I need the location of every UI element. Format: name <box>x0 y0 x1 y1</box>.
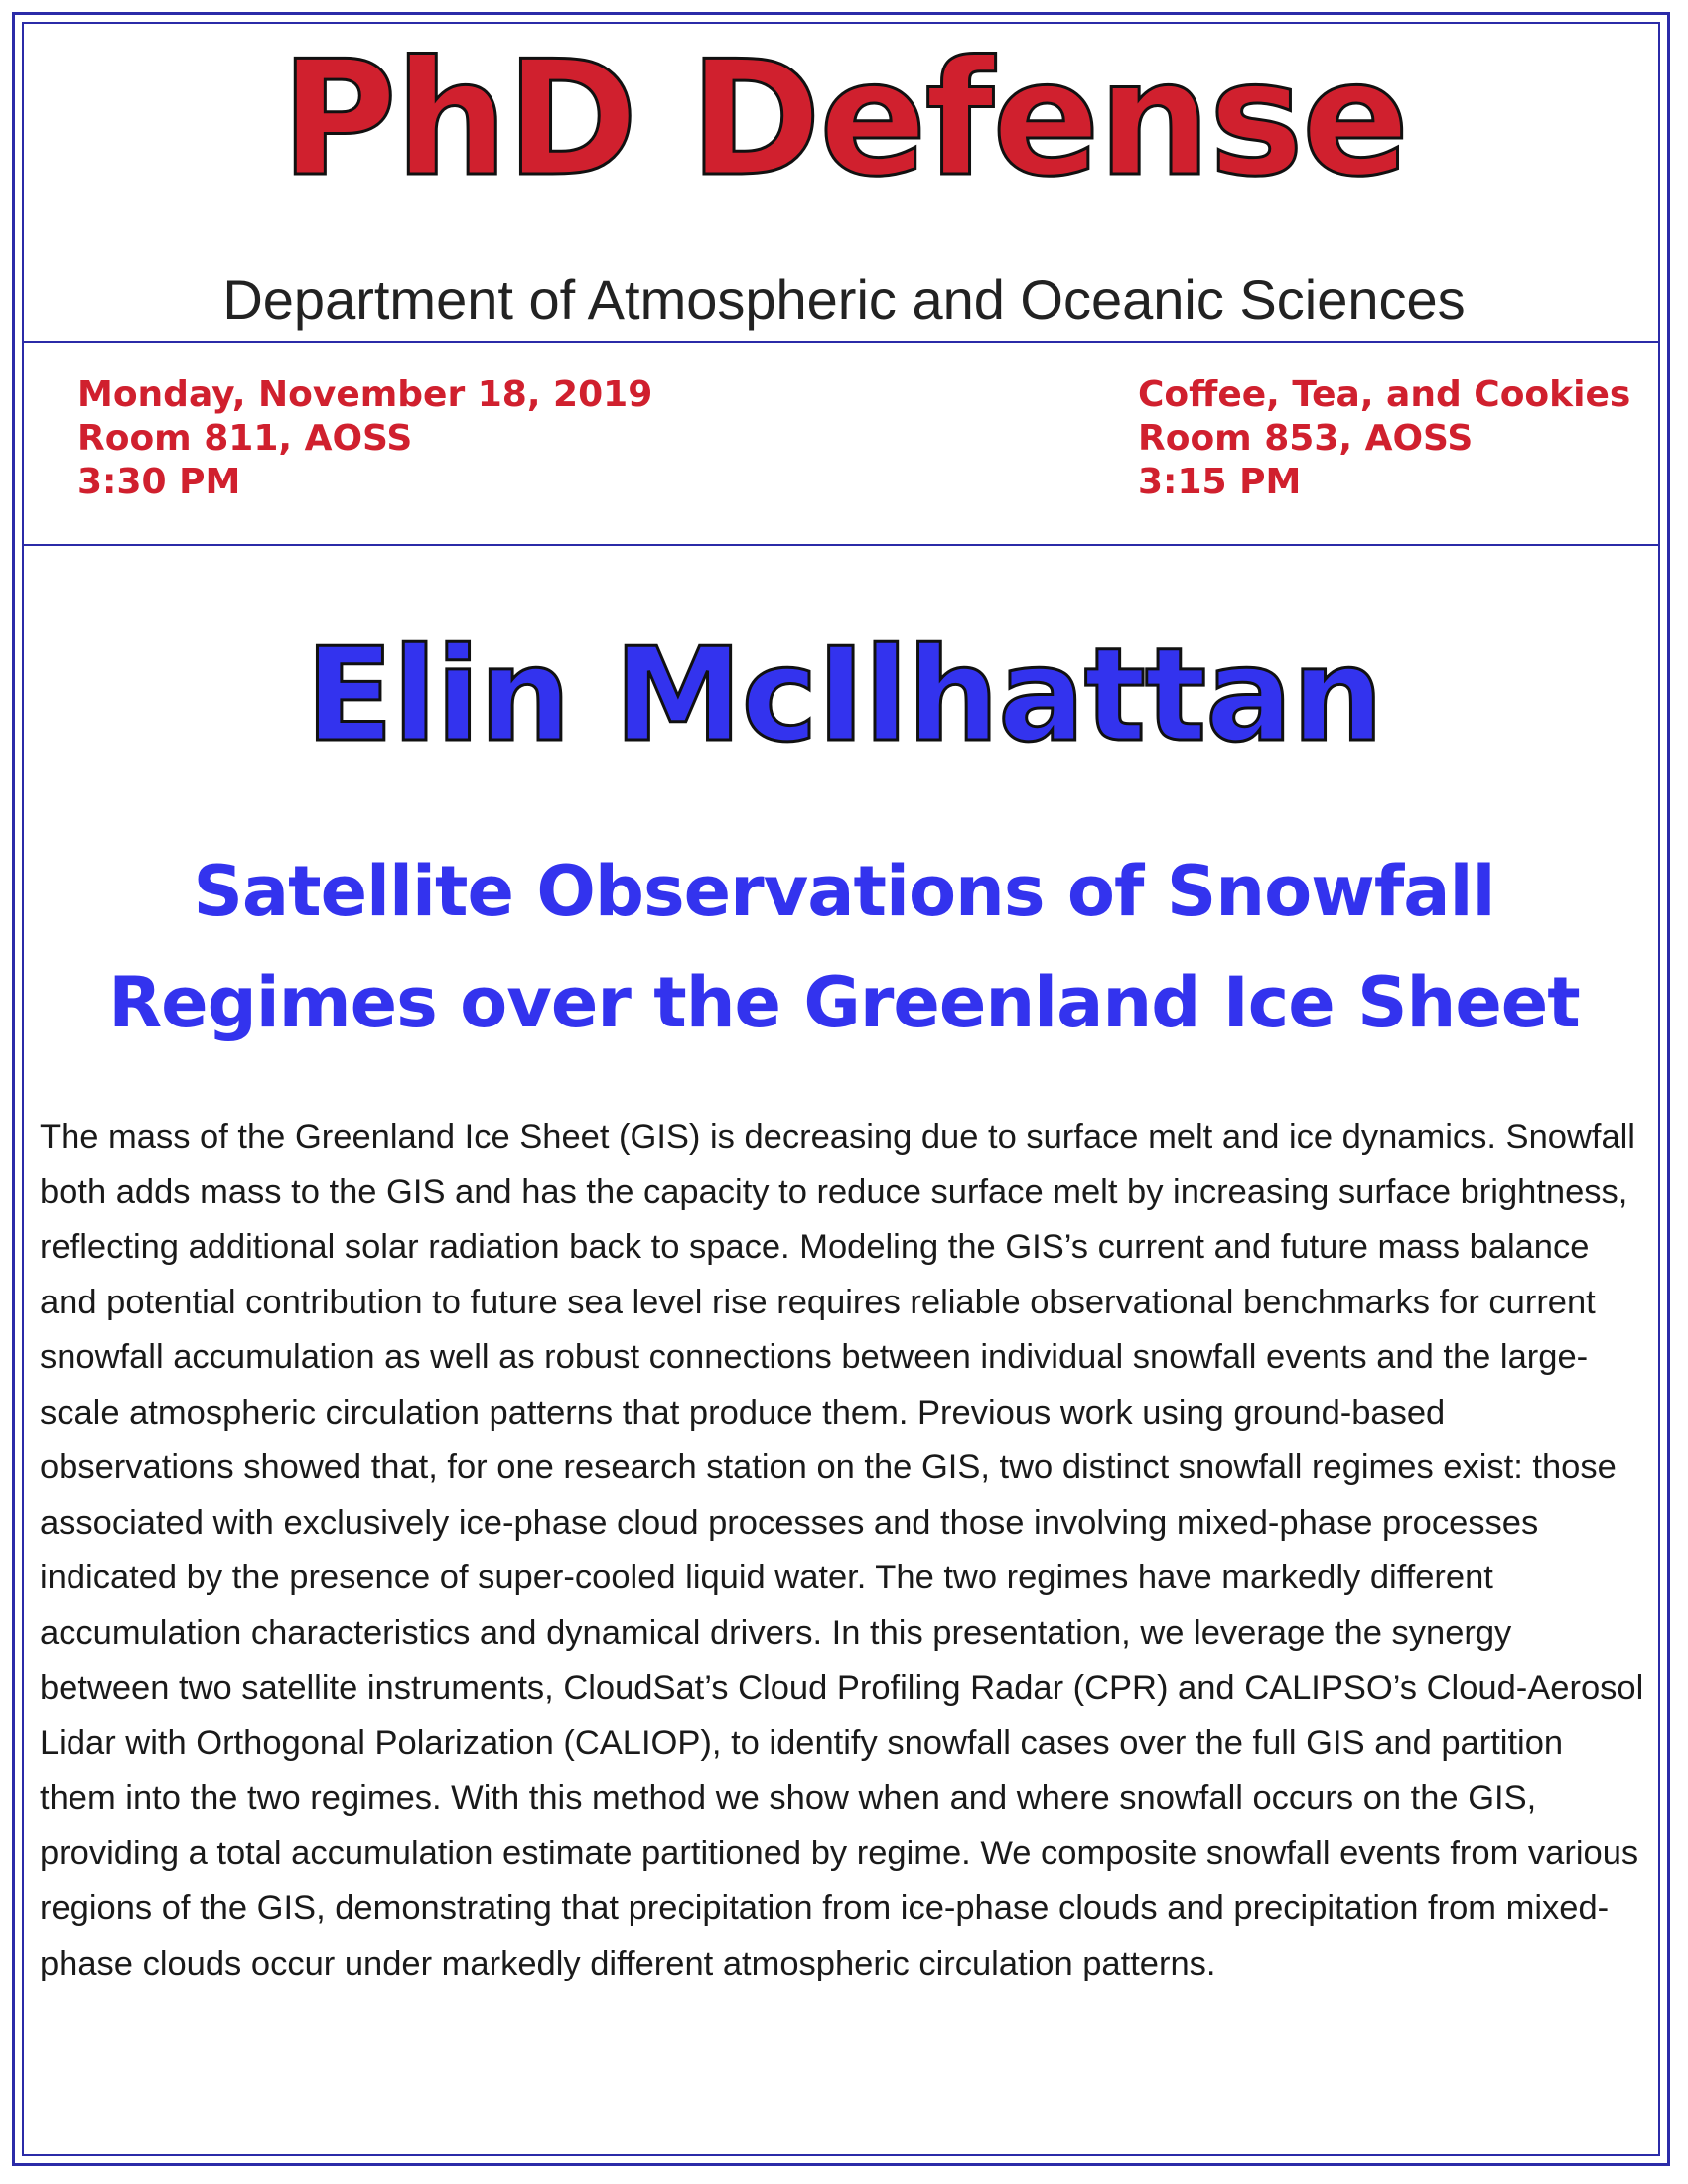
defense-room: Room 811, AOSS <box>77 418 413 459</box>
talk-title-line-1: Satellite Observations of Snowfall <box>193 851 1495 932</box>
department-name: Department of Atmospheric and Oceanic Sciences <box>222 268 1466 331</box>
talk-title-line-2: Regimes over the Greenland Ice Sheet <box>108 962 1580 1043</box>
speaker-name: Elin McIlhattan <box>305 619 1383 770</box>
refreshments-title: Coffee, Tea, and Cookies <box>1138 374 1631 415</box>
page-title: PhD Defense <box>280 26 1408 211</box>
refreshments-room: Room 853, AOSS <box>1138 418 1474 459</box>
defense-details <box>77 373 652 504</box>
defense-date: Monday, November 18, 2019 <box>77 374 653 415</box>
refreshments-details <box>1138 373 1630 504</box>
divider-top <box>24 341 1658 343</box>
abstract-text: The mass of the Greenland Ice Sheet (GIS) is decreasing due to surface melt and ice dynamics. Snowfall both adds mass to the GIS and has the capacity to reduce surface melt by increasing surface brightness, reflecting additional solar radiation back to space. Modeling the GIS’s current and future mass balance and potential contribution to future sea level rise requires reliable observational benchmarks for current snowfall accumulation as well as robust connections between individual snowfall events and the large-scale atmospheric circulation patterns that produce them. Previous work using ground-based observations showed that, for one research station on the GIS, two distinct snowfall regimes exist: those associated with exclusively ice-phase cloud processes and those involving mixed-phase processes indicated by the presence of super-cooled liquid water. The two regimes have markedly different accumulation characteristics and dynamical drivers. In this presentation, we leverage the synergy between two satellite instruments, CloudSat’s Cloud Profiling Radar (CPR) and CALIPSO’s Cloud-Aerosol Lidar with Orthogonal Polarization (CALIOP), to identify snowfall cases over the full GIS and partition them into the two regimes. With this method we show when and where snowfall occurs on the GIS, providing a total accumulation estimate partitioned by regime. We composite snowfall events from various regions of the GIS, demonstrating that precipitation from ice-phase clouds and precipitation from mixed-phase clouds occur under markedly different atmospheric circulation patterns. <box>40 1118 1644 1982</box>
refreshments-time: 3:15 PM <box>1138 462 1302 502</box>
talk-title <box>0 836 1688 1058</box>
divider-bottom <box>24 544 1658 546</box>
defense-time: 3:30 PM <box>77 462 241 502</box>
